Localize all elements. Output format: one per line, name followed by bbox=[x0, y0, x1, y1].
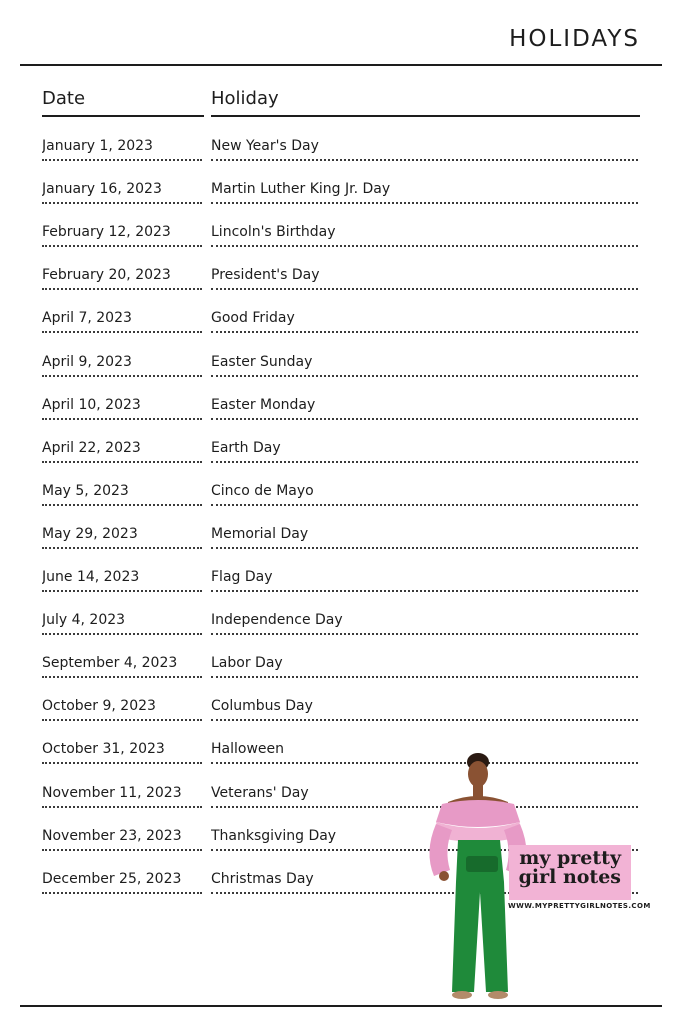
top-divider bbox=[20, 64, 662, 66]
holiday-cell: Flag Day bbox=[211, 562, 638, 592]
date-cell: April 22, 2023 bbox=[42, 433, 202, 463]
table-row bbox=[0, 678, 682, 721]
date-cell: November 23, 2023 bbox=[42, 821, 202, 851]
holiday-cell: Labor Day bbox=[211, 648, 638, 678]
date-cell: November 11, 2023 bbox=[42, 778, 202, 808]
holiday-cell: Independence Day bbox=[211, 605, 638, 635]
date-cell: January 16, 2023 bbox=[42, 174, 202, 204]
holiday-cell: New Year's Day bbox=[211, 131, 638, 161]
date-cell: April 7, 2023 bbox=[42, 303, 202, 333]
holiday-cell: Veterans' Day bbox=[211, 778, 638, 808]
holiday-cell: Thanksgiving Day bbox=[211, 821, 638, 851]
date-cell: April 10, 2023 bbox=[42, 390, 202, 420]
page-title: HOLIDAYS bbox=[509, 26, 640, 52]
date-column-header: Date bbox=[42, 88, 204, 117]
date-cell: May 5, 2023 bbox=[42, 476, 202, 506]
holiday-cell: Easter Monday bbox=[211, 390, 638, 420]
date-cell: September 4, 2023 bbox=[42, 648, 202, 678]
table-row bbox=[0, 635, 682, 678]
table-row bbox=[0, 506, 682, 549]
table-row bbox=[0, 377, 682, 420]
table-row bbox=[0, 118, 682, 161]
date-cell: December 25, 2023 bbox=[42, 864, 202, 894]
holiday-cell: Easter Sunday bbox=[211, 347, 638, 377]
holiday-cell: Columbus Day bbox=[211, 691, 638, 721]
table-row bbox=[0, 592, 682, 635]
table-row bbox=[0, 549, 682, 592]
brand-logo bbox=[509, 845, 631, 900]
table-row bbox=[0, 204, 682, 247]
table-row bbox=[0, 420, 682, 463]
table-row bbox=[0, 161, 682, 204]
holiday-cell: Earth Day bbox=[211, 433, 638, 463]
date-cell: July 4, 2023 bbox=[42, 605, 202, 635]
date-cell: June 14, 2023 bbox=[42, 562, 202, 592]
holiday-cell: Memorial Day bbox=[211, 519, 638, 549]
table-row bbox=[0, 463, 682, 506]
holiday-cell: Cinco de Mayo bbox=[211, 476, 638, 506]
table-row bbox=[0, 247, 682, 290]
holiday-cell: Christmas Day bbox=[211, 864, 638, 894]
holiday-column-header: Holiday bbox=[211, 88, 640, 117]
holiday-cell: Lincoln's Birthday bbox=[211, 217, 638, 247]
brand-url: WWW.MYPRETTYGIRLNOTES.COM bbox=[508, 902, 651, 910]
date-cell: October 31, 2023 bbox=[42, 734, 202, 764]
date-cell: May 29, 2023 bbox=[42, 519, 202, 549]
date-cell: February 12, 2023 bbox=[42, 217, 202, 247]
date-cell: February 20, 2023 bbox=[42, 260, 202, 290]
holiday-cell: Halloween bbox=[211, 734, 638, 764]
holiday-cell: Martin Luther King Jr. Day bbox=[211, 174, 638, 204]
holiday-cell: Good Friday bbox=[211, 303, 638, 333]
date-cell: January 1, 2023 bbox=[42, 131, 202, 161]
date-cell: October 9, 2023 bbox=[42, 691, 202, 721]
table-row bbox=[0, 333, 682, 376]
date-cell: April 9, 2023 bbox=[42, 347, 202, 377]
bottom-divider bbox=[20, 1005, 662, 1007]
brand-name: my pretty girl notes bbox=[518, 847, 621, 888]
holiday-cell: President's Day bbox=[211, 260, 638, 290]
table-row bbox=[0, 290, 682, 333]
